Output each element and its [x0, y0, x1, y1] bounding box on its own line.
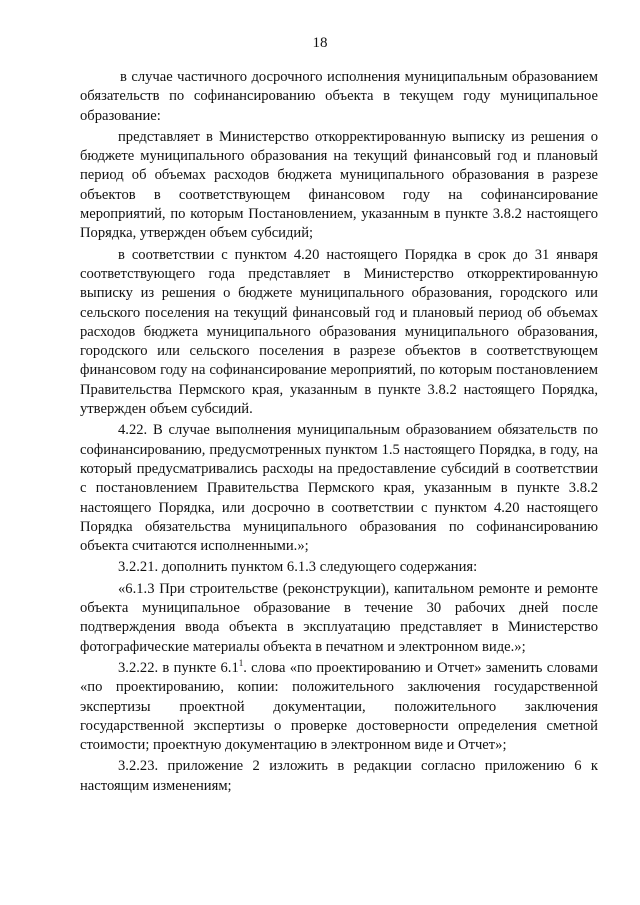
paragraph-partial-early-fulfillment: в случае частичного досрочного исполнения муниципальным образованием обязательств по софинансированию объекта в текущем году муниципальное образование:: [80, 69, 598, 124]
document-body: [80, 68, 598, 798]
paragraph-3-2-21: 3.2.21. дополнить пунктом 6.1.3 следующего содержания:: [118, 559, 478, 576]
paragraph-3-2-22: [80, 659, 598, 755]
paragraph-submits-extract: представляет в Министерство откорректированную выписку из решения о бюджете муниципального образования на текущий финансовый год и плановый период об объемах расходов бюджета муниципального образования в разрезе объектов в соответствующем финансовом году на софинансирование мероприятий, по которым Постановлением, указанным в пункте 3.8.2 настоящего Порядка, утвержден объем субсидий;: [80, 128, 598, 242]
paragraph-per-clause-4-20: в соответствии с пунктом 4.20 настоящего Порядка в срок до 31 января соответствующего года представляет в Министерство откорректированную выписку из решения о бюджете муниципального образования, городского или сельского поселения на текущий финансовый год и плановый период об объемах расходов бюджета муниципального образования муниципального образования, городского или сельского поселения в разрезе объектов в соответствующем финансовом году на софинансирование мероприятий, по которым постановлением Правительства Пермского края, указанным в пункте 3.8.2 настоящего Порядка, утвержден объем субсидий.: [80, 246, 598, 418]
paragraph-3-2-23: 3.2.23. приложение 2 изложить в редакции согласно приложению 6 к настоящим изменениям;: [80, 758, 598, 794]
paragraph-3-2-22-start: 3.2.22. в пункте 6.1: [118, 659, 239, 676]
paragraph-3-2-22-rest: . слова «по проектированию и Отчет» заменить словами «по проектированию, копии: положительного заключения государственной экспертизы проектной документации, положительного заключения государственной экспертизы о проверке достоверности определения сметной стоимости; проектную документацию в электронном виде и Отчет»;: [80, 659, 598, 754]
superscript-one: 1: [238, 658, 244, 669]
paragraph-clause-4-22: 4.22. В случае выполнения муниципальным образованием обязательств по софинансированию, предусмотренных пунктом 1.5 настоящего Порядка, в году, на который предусматривались расходы на предоставление субсидий в соответствии с постановлением Правительства Пермского края, указанным в пункте 3.8.2 настоящего Порядка, или досрочно в соответствии с пунктом 4.20 настоящего Порядка обязательства муниципального образования по софинансированию объекта считаются исполненными.»;: [80, 422, 598, 555]
paragraph-clause-6-1-3: «6.1.3 При строительстве (реконструкции), капитальном ремонте и ремонте объекта муниципальное образование в течение 30 рабочих дней после подтверждения ввода объекта в эксплуатацию представляет в Министерство фотографические материалы объекта в печатном и электронном виде.»;: [80, 580, 598, 655]
page-number: 18: [312, 35, 328, 51]
